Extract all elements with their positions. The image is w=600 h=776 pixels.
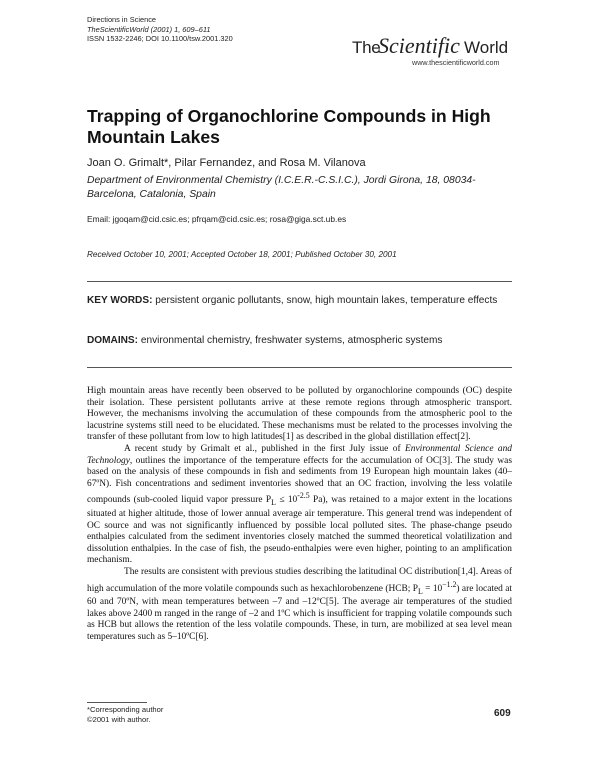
body-paragraph-2 — [87, 444, 512, 567]
logo-word-scientific: Scientific — [378, 33, 460, 58]
journal-issn: ISSN 1532-2246; DOI 10.1100/tsw.2001.320 — [87, 34, 233, 44]
journal-logo — [352, 30, 528, 70]
copyright-note: ©2001 with author. — [87, 715, 151, 724]
keywords-text: persistent organic pollutants, snow, high mountain lakes, temperature effects — [155, 295, 498, 306]
domains-block — [87, 335, 507, 347]
p2-text-d: Pa), was retained to a major extent in the locations situated at higher altitude, those of lower annual average air temperature. This general trend was independent of OC source and was not significantly influenced by possible local polluted sites. The phase-change pseudo enthalpies calculated from the sediment inventories closely matched the summed theoretical volatilization and dissolution enthalpies. In the case of fish, the pseudo-enthalpies were even higher, pointing to an amplification mechanism. — [87, 495, 512, 566]
p2-journal-name: Environmental Science and Technology — [87, 443, 512, 466]
journal-header — [87, 15, 233, 44]
p3-subscript: L — [417, 586, 423, 596]
logo-word-world: World — [464, 38, 509, 57]
p2-text-b: , outlines the importance of the temperature effects for the accumulation of OC[3]. The study was based on the analysis of these compounds in fish and sediments from 19 European high mountain lakes (40–67ºN). Fish concentrations and sediment inventories showed that an OC fraction, involving the less volatile compounds (sub-cooled liquid vapor pressure P — [87, 455, 512, 506]
publication-dates: Received October 10, 2001; Accepted October 18, 2001; Published October 30, 2001 — [87, 250, 397, 259]
keywords-label: KEY WORDS: — [87, 295, 153, 306]
p3-superscript: −1.2 — [442, 579, 457, 589]
corresponding-author-note: *Corresponding author — [87, 705, 164, 714]
body-paragraph-1: High mountain areas have recently been observed to be polluted by organochlorine compounds (OC) despite their isolation. These persistent pollutants arrive at these remote regions through atmospheric transport. However, the mechanisms involving the accumulation of these compounds from the atmospheric pool to the lacustrine systems still need to be elucidated. These mechanisms must be related to the processes involving the transfer of these pollutant from low to high latitudes[1] as described in the global distillation effect[2]. — [87, 386, 512, 443]
p2-text-a: A recent study by Grimalt et al., published in the first July issue of — [124, 443, 406, 454]
p2-subscript: L — [271, 498, 276, 508]
p3-text-c: ) are located at 60 and 70ºN, with mean temperatures between –7 and –12ºC[5]. The average air temperatures of the studied lakes above 2400 m ranged in the range of –2 and 1ºC which is insufficient for trapping volatile compounds such as HCB but allows the retention of the less volatile compounds. These, in turn, are mobilized at sea level mean temperatures such as 5–10ºC[6]. — [87, 583, 512, 642]
journal-section: Directions in Science — [87, 15, 157, 24]
author-emails: Email: jgoqam@cid.csic.es; pfrqam@cid.csic.es; rosa@giga.sct.ub.es — [87, 214, 347, 224]
divider-top — [87, 281, 512, 282]
p3-text-b: = 10 — [422, 583, 443, 594]
p2-superscript: -2.5 — [297, 491, 310, 501]
domains-label: DOMAINS: — [87, 335, 139, 346]
page-number: 609 — [494, 708, 511, 719]
domains-text: environmental chemistry, freshwater systems, atmospheric systems — [140, 335, 443, 346]
footnote-divider — [87, 702, 147, 703]
p2-text-c: ≤ 10 — [275, 495, 298, 506]
keywords-block — [87, 295, 507, 307]
logo-url: www.thescientificworld.com — [412, 58, 500, 67]
divider-bottom — [87, 367, 512, 368]
article-title: Trapping of Organochlorine Compounds in High Mountain Lakes — [87, 106, 491, 147]
p3-text-a: The results are consistent with previous studies describing the latitudinal OC distribution[1,4]. Areas of high accumulation of the more volatile compounds such as hexachlorobenzene (HCB; P — [87, 566, 512, 594]
article-body — [87, 386, 512, 643]
journal-citation: TheScientificWorld (2001) 1, 609–611 — [87, 24, 211, 34]
author-affiliation: Department of Environmental Chemistry (I.C.E.R.-C.S.I.C.), Jordi Girona, 18, 08034-Barcelona, Catalonia, Spain — [87, 175, 476, 200]
logo-word-the: The — [352, 38, 381, 57]
body-paragraph-3 — [87, 567, 512, 644]
author-list: Joan O. Grimalt*, Pilar Fernandez, and Rosa M. Vilanova — [87, 157, 366, 169]
